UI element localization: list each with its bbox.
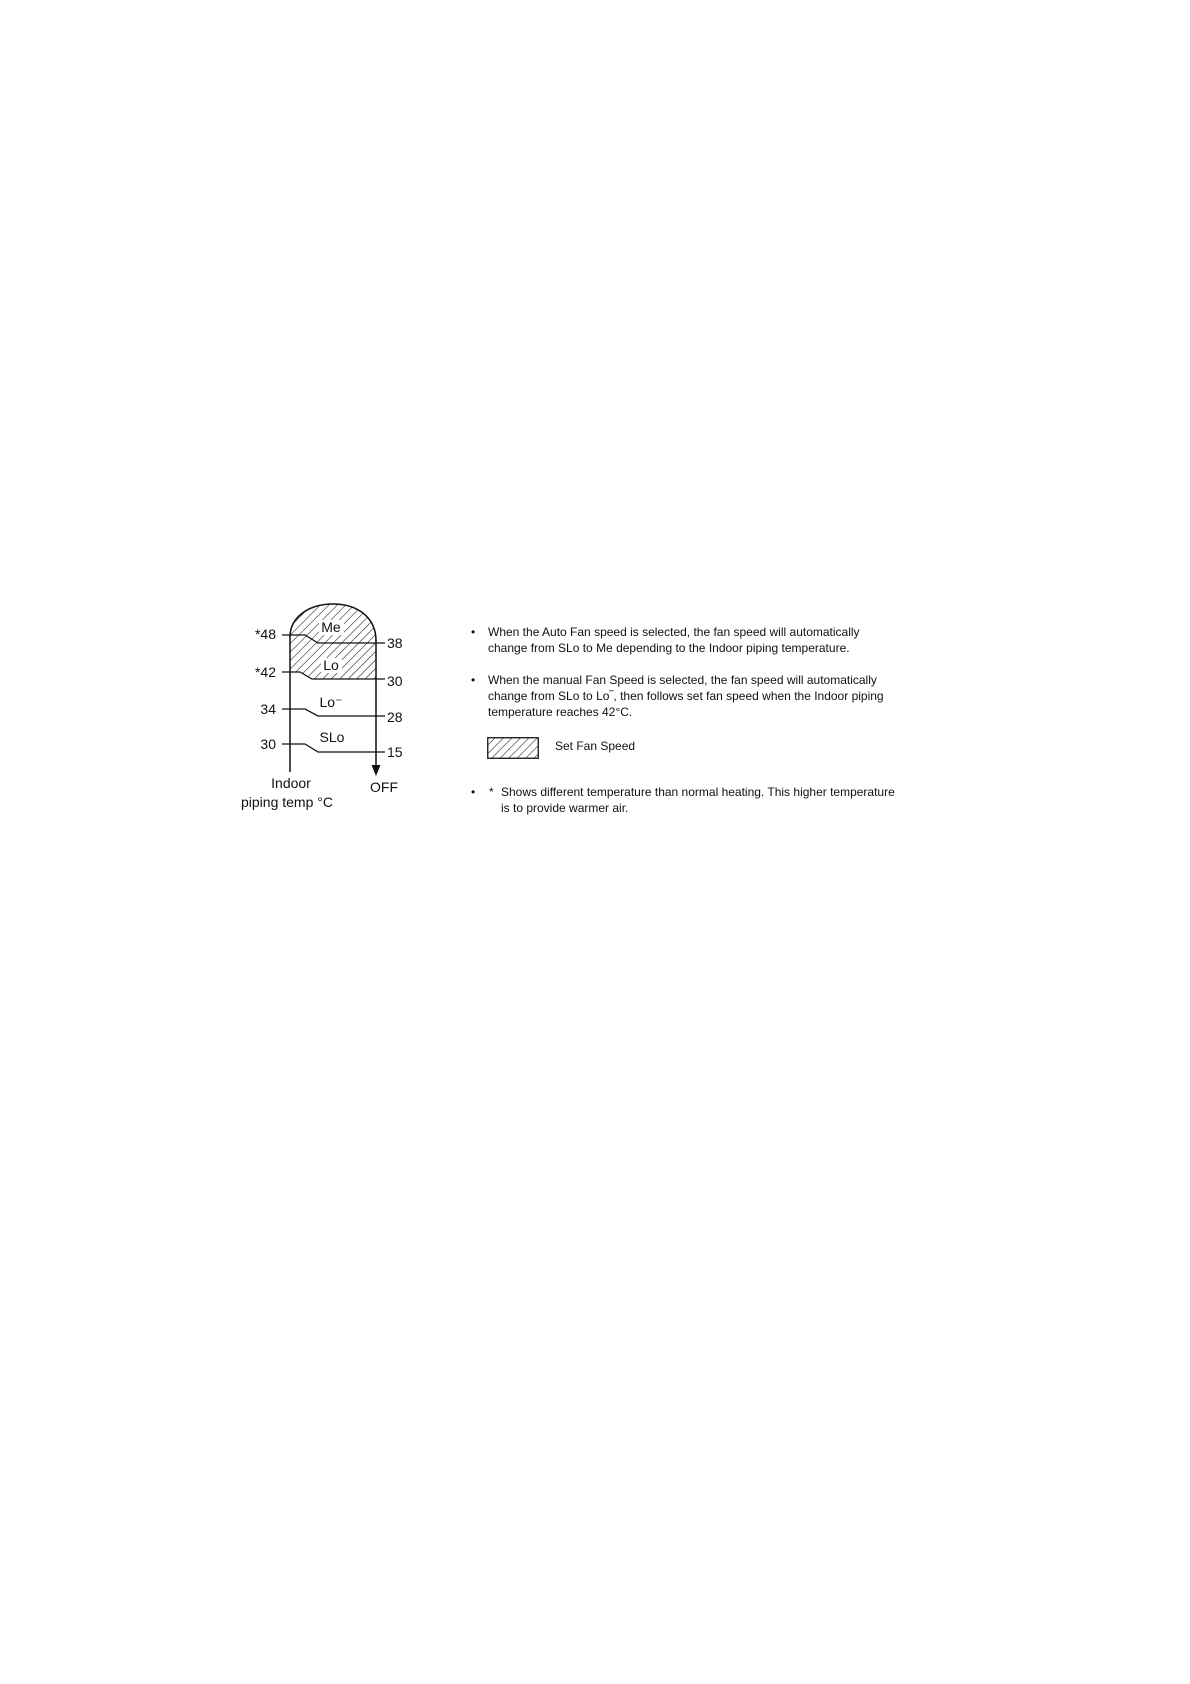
note-line: When the manual Fan Speed is selected, the fan speed will automatically (488, 673, 877, 687)
left-temp-48: *48 (254, 626, 276, 642)
speed-label-lo: Lo (323, 657, 339, 673)
right-temp-15: 15 (387, 744, 403, 760)
speed-label-me: Me (321, 619, 341, 635)
left-temp-34: 34 (260, 701, 276, 717)
right-temp-38: 38 (387, 635, 403, 651)
bullet: • (471, 625, 476, 639)
note-line: change from SLo to Lo‾, then follows set fan speed when the Indoor piping (488, 689, 884, 703)
note-line: change from SLo to Me depending to the Indoor piping temperature. (488, 641, 850, 655)
footnote-text (501, 784, 895, 816)
note-text (488, 624, 860, 656)
bullet: • (471, 673, 476, 687)
legend-label: Set Fan Speed (555, 739, 636, 753)
threshold-line-lo-minus (282, 709, 385, 716)
threshold-line-slo (282, 744, 385, 752)
speed-label-lo-minus: Lo⁻ (319, 694, 343, 710)
hatched-legend-swatch (487, 737, 539, 759)
asterisk-marker: * (489, 785, 494, 799)
fan-speed-diagram (230, 595, 415, 815)
footnote-line: is to provide warmer air. (501, 801, 629, 815)
left-temp-30: 30 (260, 736, 276, 752)
bullet: • (471, 785, 476, 799)
axis-label-line-1: Indoor (271, 775, 311, 791)
axis-label-line-2: piping temp °C (241, 794, 333, 810)
note-line: When the Auto Fan speed is selected, the fan speed will automatically (488, 625, 860, 639)
note-line: temperature reaches 42°C. (488, 705, 633, 719)
right-temp-28: 28 (387, 709, 403, 725)
footnote-line: Shows different temperature than normal heating. This higher temperature (501, 785, 895, 799)
down-arrow-icon (372, 765, 381, 776)
off-label: OFF (370, 779, 398, 795)
left-temp-42: *42 (254, 664, 276, 680)
speed-label-slo: SLo (319, 729, 345, 745)
right-temp-30: 30 (387, 673, 403, 689)
note-text (488, 672, 884, 720)
